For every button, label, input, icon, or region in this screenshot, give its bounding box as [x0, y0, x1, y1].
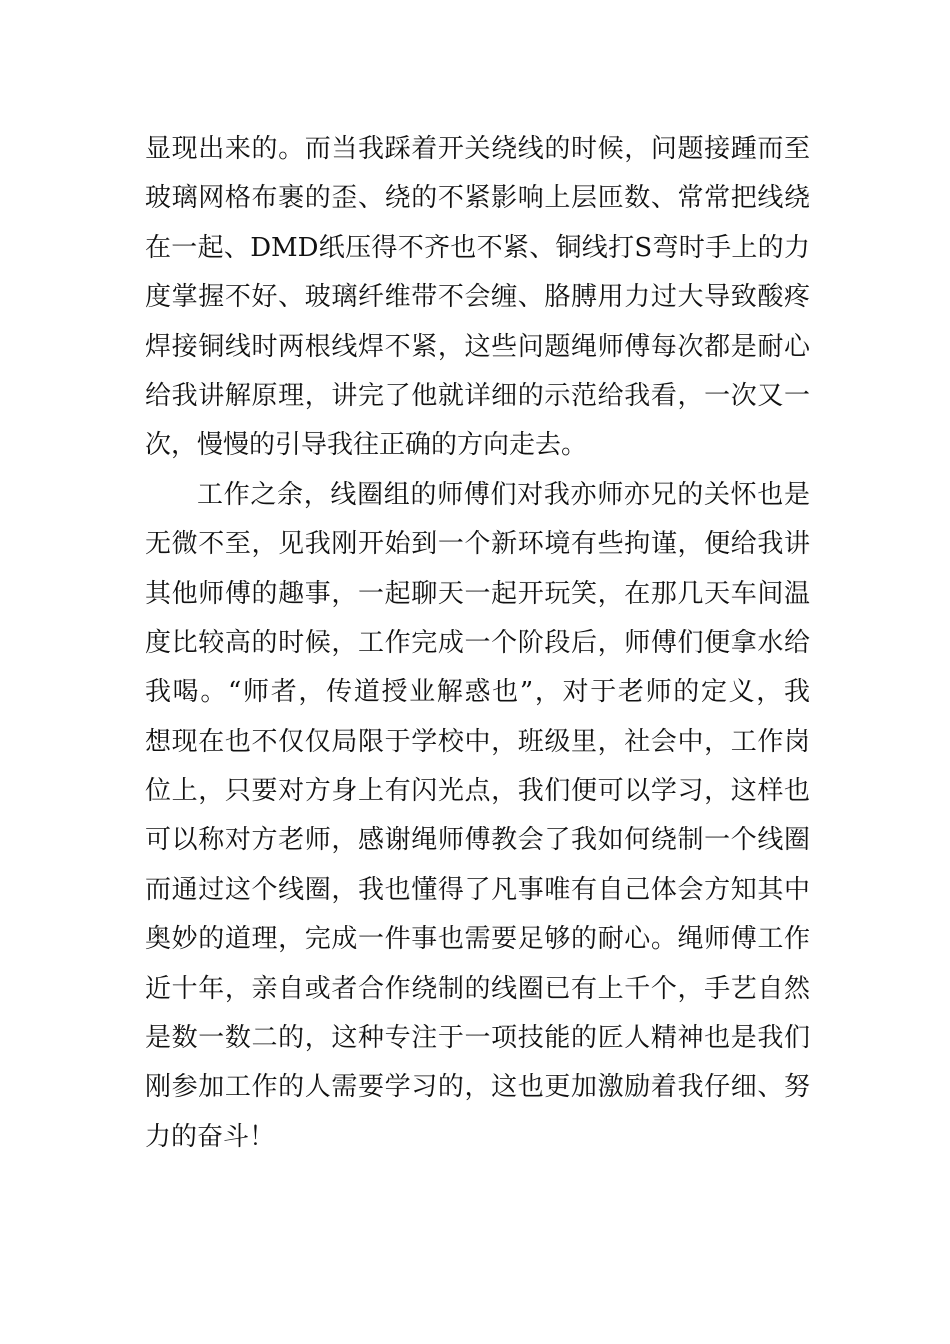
paragraph-1	[145, 125, 810, 471]
text-line: 工作之余，线圈组的师傅们对我亦师亦兄的关怀也是	[197, 479, 810, 510]
text-line: 玻璃网格布裹的歪、绕的不紧影响上层匝数、常常把线绕	[145, 183, 810, 214]
paragraph-2	[145, 471, 810, 1162]
body-text	[145, 125, 810, 1162]
text-line: 是数一数二的，这种专注于一项技能的匠人精神也是我们	[145, 1023, 810, 1054]
text-line: 次，慢慢的引导我往正确的方向走去。	[145, 430, 588, 461]
text-line: 而通过这个线圈，我也懂得了凡事唯有自己体会方知其中	[145, 874, 810, 905]
text-line: 给我讲解原理，讲完了他就详细的示范给我看，一次又一	[145, 380, 810, 411]
text-line: 焊接铜线时两根线焊不紧，这些问题绳师傅每次都是耐心	[145, 331, 810, 362]
text-line: 度掌握不好、玻璃纤维带不会缠、胳膊用力过大导致酸疼	[145, 282, 810, 313]
text-line: 近十年，亲自或者合作绕制的线圈已有上千个，手艺自然	[145, 973, 810, 1004]
text-line: 度比较高的时候，工作完成一个阶段后，师傅们便拿水给	[145, 627, 810, 658]
text-line: 在一起、DMD纸压得不齐也不紧、铜线打S弯时手上的力	[145, 232, 810, 263]
text-line: 无微不至，见我刚开始到一个新环境有些拘谨，便给我讲	[145, 529, 810, 560]
text-line: 位上，只要对方身上有闪光点，我们便可以学习，这样也	[145, 776, 810, 807]
text-line: 刚参加工作的人需要学习的，这也更加激励着我仔细、努	[145, 1072, 810, 1103]
text-line: 想现在也不仅仅局限于学校中，班级里，社会中，工作岗	[145, 726, 810, 757]
text-line: 力的奋斗！	[145, 1121, 276, 1152]
text-line: 显现出来的。而当我踩着开关绕线的时候，问题接踵而至	[145, 134, 810, 164]
text-line: 其他师傅的趣事，一起聊天一起开玩笑，在那几天车间温	[145, 578, 810, 609]
text-line: 可以称对方老师，感谢绳师傅教会了我如何绕制一个线圈	[145, 825, 810, 856]
text-line: 奥妙的道理，完成一件事也需要足够的耐心。绳师傅工作	[145, 924, 810, 955]
text-line: 我喝。“师者，传道授业解惑也”，对于老师的定义，我	[145, 677, 810, 708]
